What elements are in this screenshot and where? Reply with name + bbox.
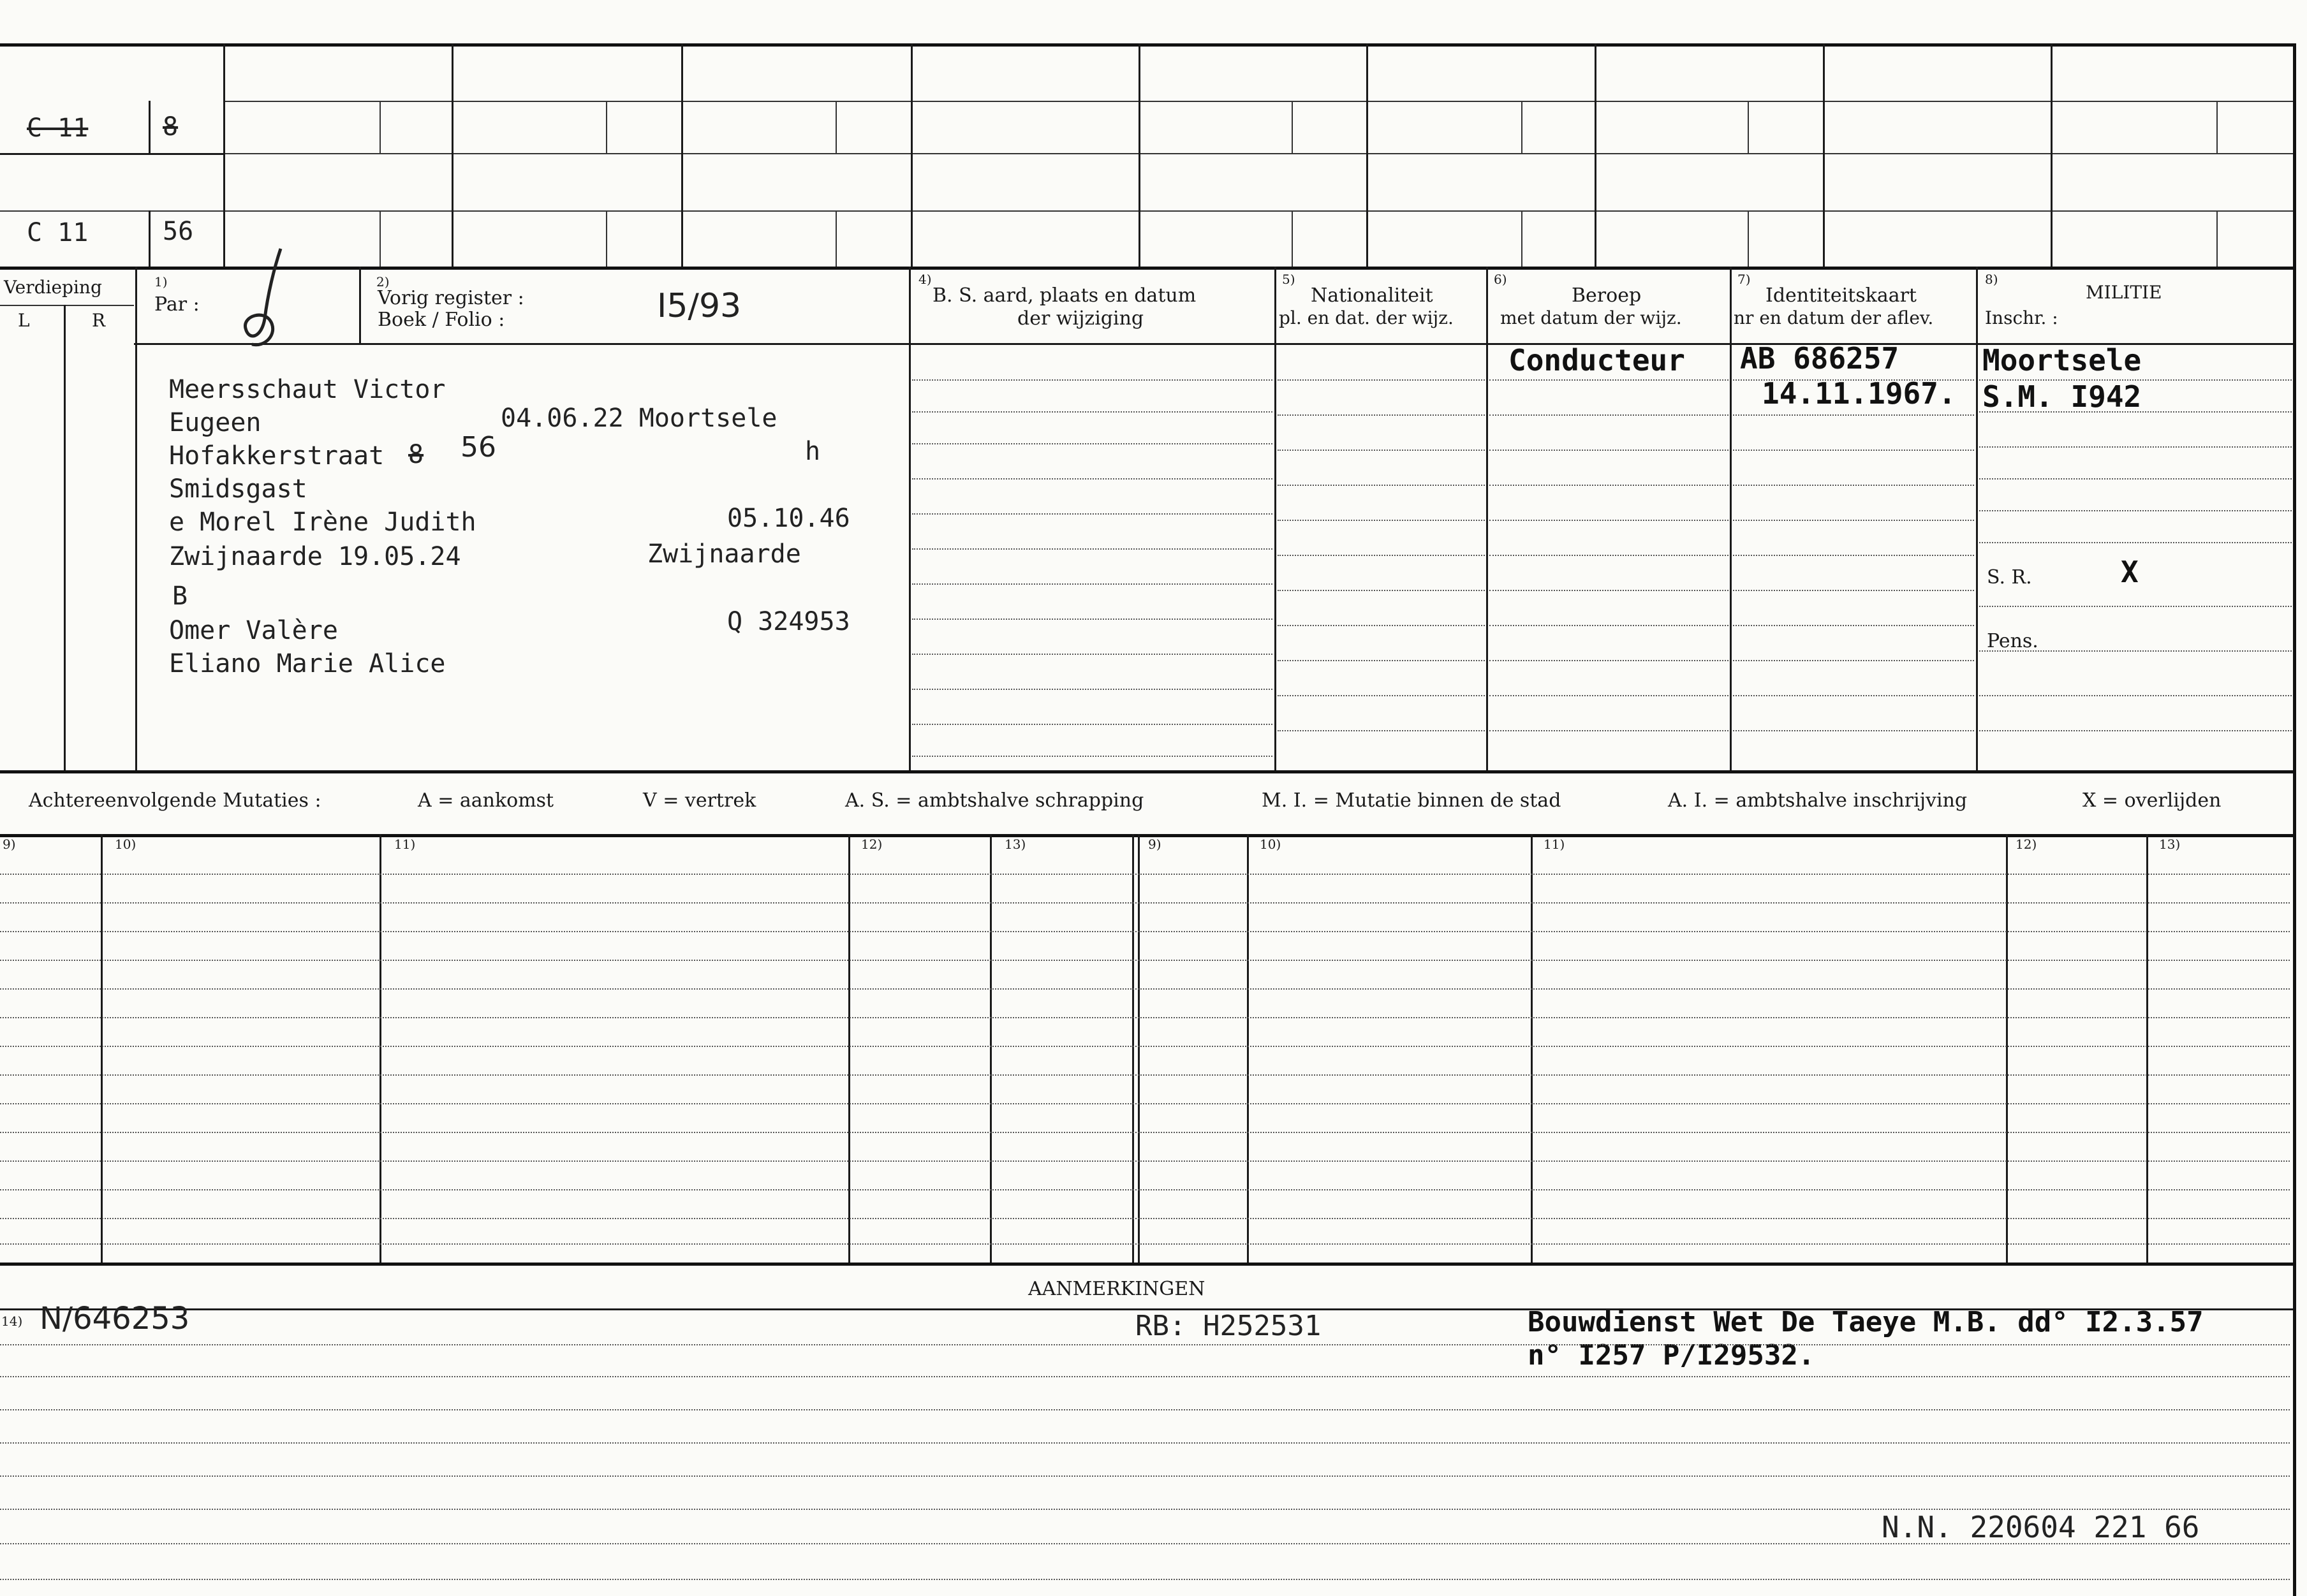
id-label-line1: Identiteitskaart	[1765, 284, 1917, 307]
grid-line	[1595, 43, 1596, 267]
child-1: Omer Valère	[169, 616, 338, 645]
old-code: C 11	[27, 113, 89, 143]
mutaties-title: Achtereenvolgende Mutaties :	[29, 789, 321, 812]
grid-line	[1730, 267, 1732, 770]
mut-col-13: 13)	[1005, 837, 1026, 852]
bouwdienst-line2: n° I257 P/I29532.	[1528, 1339, 1815, 1372]
grid-line	[380, 210, 381, 267]
rule	[1489, 379, 1728, 381]
marriage-date: 05.10.46	[727, 504, 850, 533]
mut-col-9: 9)	[3, 837, 16, 852]
rule	[0, 874, 2290, 875]
bouwdienst-line1: Bouwdienst Wet De Taeye M.B. dd° I2.3.57	[1528, 1306, 2204, 1338]
grid-line	[0, 210, 2293, 212]
beroep-label-line2: met datum der wijz.	[1500, 307, 1682, 328]
marriage-place: Zwijnaarde	[647, 539, 801, 569]
header-top-line	[0, 267, 2293, 270]
rule	[1733, 730, 1974, 731]
grid-line	[681, 43, 683, 267]
verdieping-label: Verdieping	[4, 277, 102, 298]
nn-reference: N/646253	[40, 1301, 190, 1336]
mutaties-bottom-line	[0, 1263, 2293, 1266]
mut-col-11b: 11)	[1544, 837, 1565, 852]
street: Hofakkerstraat	[169, 441, 385, 471]
grid-line	[1976, 267, 1978, 770]
rule	[1733, 625, 1974, 626]
rule	[1733, 590, 1974, 591]
grid-line	[1366, 43, 1368, 267]
par-label: Par :	[154, 293, 200, 316]
birth-date-place: 04.06.22 Moortsele	[501, 404, 778, 433]
id-card-date: 14.11.1967.	[1762, 376, 1956, 411]
new-code: C 11	[27, 218, 89, 247]
grid-line	[380, 101, 381, 153]
col-number-4: 4)	[918, 272, 932, 287]
grid-line	[1486, 267, 1488, 770]
rule	[1979, 730, 2292, 731]
mutatie-mi: M. I. = Mutatie binnen de stad	[1262, 789, 1561, 812]
rule	[0, 1344, 2290, 1345]
grid-line	[135, 267, 137, 770]
rule	[0, 960, 2290, 961]
rule	[912, 654, 1272, 655]
rule	[1733, 555, 1974, 556]
rule	[0, 1218, 2290, 1219]
rule	[1733, 450, 1974, 451]
b-mark: B	[172, 582, 188, 611]
grid-line	[1823, 43, 1825, 267]
grid-line	[1292, 210, 1293, 267]
given-name: Eugeen	[169, 408, 262, 437]
mutaties-top-line	[0, 834, 2293, 837]
grid-line	[223, 43, 225, 267]
col-number-6: 6)	[1494, 272, 1507, 287]
rule	[1733, 660, 1974, 661]
grid-line	[1138, 834, 1140, 1263]
mutatie-a: A = aankomst	[418, 789, 554, 812]
grid-line	[909, 267, 911, 770]
rule	[912, 513, 1272, 515]
mutatie-v: V = vertrek	[643, 789, 756, 812]
register-value: I5/93	[657, 287, 742, 325]
rule	[1489, 520, 1728, 521]
spouse: e Morel Irène Judith	[169, 508, 476, 537]
beroep-value: Conducteur	[1508, 343, 1685, 377]
rule	[1979, 542, 2292, 543]
grid-line	[1274, 267, 1276, 770]
rule	[1489, 590, 1728, 591]
rule	[912, 756, 1272, 757]
rule	[1278, 730, 1485, 731]
l-label: L	[18, 310, 30, 331]
mut-col-11: 11)	[394, 837, 416, 852]
rule	[0, 1160, 2290, 1162]
struck-house-number: 8	[408, 440, 424, 469]
ref-number: Q 324953	[727, 607, 850, 636]
grid-line	[848, 834, 850, 1263]
aanmerkingen-title: AANMERKINGEN	[1028, 1278, 1205, 1300]
house-number: 56	[461, 431, 496, 464]
rule	[1489, 450, 1728, 451]
sr-value: X	[2121, 555, 2139, 589]
rule	[1278, 660, 1485, 661]
id-label-line2: nr en datum der aflev.	[1734, 307, 1934, 328]
rule	[1278, 590, 1485, 591]
rule	[1733, 414, 1974, 416]
col-number-7: 7)	[1737, 272, 1751, 287]
rule	[1979, 695, 2292, 696]
old-number: 8	[163, 112, 179, 142]
rule	[0, 1243, 2290, 1245]
rule	[912, 619, 1272, 620]
rule	[1979, 606, 2292, 607]
grid-line	[836, 210, 837, 267]
rule	[0, 1475, 2290, 1477]
grid-line	[1748, 101, 1749, 153]
grid-line	[606, 210, 607, 267]
grid-line	[1521, 101, 1522, 153]
child-2: Eliano Marie Alice	[169, 649, 446, 678]
rule	[1733, 485, 1974, 486]
grid-line	[2146, 834, 2148, 1263]
rule	[1278, 520, 1485, 521]
top-border	[0, 43, 2293, 47]
pens-label: Pens.	[1987, 630, 2038, 652]
grid-line	[2051, 43, 2053, 267]
mutatie-as: A. S. = ambtshalve schrapping	[845, 789, 1144, 812]
mut-col-10: 10)	[115, 837, 136, 852]
mutatie-x: X = overlijden	[2082, 789, 2222, 812]
inschr-label: Inschr. :	[1985, 307, 2058, 328]
col-number-5: 5)	[1282, 272, 1295, 287]
grid-line	[149, 101, 151, 153]
rule	[1489, 660, 1728, 661]
r-label: R	[92, 310, 106, 331]
nat-label-line1: Nationaliteit	[1311, 284, 1433, 307]
rule	[1489, 695, 1728, 696]
rule	[1278, 625, 1485, 626]
mutatie-ai: A. I. = ambtshalve inschrijving	[1668, 789, 1968, 812]
grid-line	[1531, 834, 1533, 1263]
grid-line	[2006, 834, 2008, 1263]
rule	[0, 1442, 2290, 1444]
rule	[1489, 625, 1728, 626]
grid-line	[1139, 43, 1140, 267]
rule	[912, 379, 1272, 381]
rule	[1489, 414, 1728, 416]
signature-mark	[236, 242, 300, 351]
sr-label: S. R.	[1987, 566, 2032, 589]
col-number-2: 2)	[376, 274, 390, 289]
rule	[1489, 555, 1728, 556]
grid-line	[149, 210, 151, 267]
grid-line	[1292, 101, 1293, 153]
grid-line	[1247, 834, 1249, 1263]
rule	[1733, 695, 1974, 696]
grid-line	[359, 267, 361, 343]
grid-line	[2216, 210, 2218, 267]
rule	[1278, 450, 1485, 451]
grid-line	[1521, 210, 1522, 267]
rule	[0, 1017, 2290, 1018]
grid-line	[836, 101, 837, 153]
grid-line	[911, 43, 913, 267]
nn-number: N.N. 220604 221 66	[1882, 1510, 2200, 1544]
header-bottom-line	[134, 343, 2293, 345]
grid-line	[380, 834, 381, 1263]
rule	[912, 548, 1272, 550]
rule	[1733, 520, 1974, 521]
spouse-birth: Zwijnaarde 19.05.24	[169, 542, 461, 571]
grid-line	[223, 101, 2293, 102]
rule	[912, 411, 1272, 413]
rule	[0, 1579, 2290, 1580]
grid-line	[1748, 210, 1749, 267]
militie-year: S.M. I942	[1982, 379, 2142, 414]
rule	[0, 902, 2290, 904]
grid-line	[101, 834, 103, 1263]
mut-col-12: 12)	[861, 837, 883, 852]
rule	[1278, 485, 1485, 486]
mut-col-13b: 13)	[2159, 837, 2181, 852]
rule	[0, 1132, 2290, 1133]
rule	[1278, 695, 1485, 696]
rule	[1278, 379, 1485, 381]
rule	[0, 988, 2290, 990]
grid-line	[0, 153, 223, 155]
col-number-1: 1)	[154, 274, 168, 289]
beroep-label-line1: Beroep	[1572, 284, 1642, 307]
rule	[1489, 485, 1728, 486]
grid-line	[64, 305, 66, 770]
mut-col-12b: 12)	[2016, 837, 2037, 852]
rule	[0, 1409, 2290, 1410]
rule	[0, 1376, 2290, 1377]
grid-line	[0, 305, 134, 306]
col-number-8: 8)	[1985, 272, 1998, 287]
occupation: Smidsgast	[169, 474, 307, 504]
rule	[0, 1074, 2290, 1076]
rule	[0, 1103, 2290, 1104]
grid-line	[223, 153, 2293, 154]
rule	[1979, 510, 2292, 511]
rule	[1979, 446, 2292, 448]
new-number: 56	[163, 217, 194, 246]
mut-col-9b: 9)	[1148, 837, 1161, 852]
rule	[0, 1046, 2290, 1047]
militie-label: MILITIE	[2086, 282, 2162, 303]
rule	[1489, 730, 1728, 731]
h-mark: h	[805, 437, 821, 466]
boek-folio-label: Boek / Folio :	[378, 309, 505, 331]
nat-label-line2: pl. en dat. der wijz.	[1279, 307, 1454, 328]
rule	[912, 689, 1272, 690]
bs-label-line1: B. S. aard, plaats en datum	[932, 284, 1197, 307]
grid-line	[990, 834, 992, 1263]
id-card-number: AB 686257	[1740, 341, 1899, 376]
rule	[0, 931, 2290, 932]
rule	[912, 478, 1272, 480]
rule	[0, 1189, 2290, 1190]
bs-label-line2: der wijziging	[1017, 307, 1144, 330]
surname-line: Meersschaut Victor	[169, 375, 446, 404]
grid-line	[452, 43, 453, 267]
grid-line	[606, 101, 607, 153]
rule	[912, 443, 1272, 444]
militie-place: Moortsele	[1982, 343, 2142, 377]
right-border	[2293, 43, 2296, 1596]
body-bottom-line	[0, 770, 2293, 773]
vorig-register-label: Vorig register :	[378, 287, 524, 309]
rule	[1278, 555, 1485, 556]
mut-col-10b: 10)	[1260, 837, 1281, 852]
rb-number: RB: H252531	[1135, 1310, 1322, 1342]
rule	[912, 583, 1272, 585]
grid-line	[2216, 101, 2218, 153]
rule	[1979, 478, 2292, 480]
grid-line	[1132, 834, 1134, 1263]
rule	[1278, 414, 1485, 416]
col-number-14: 14)	[1, 1314, 23, 1329]
rule	[912, 724, 1272, 725]
